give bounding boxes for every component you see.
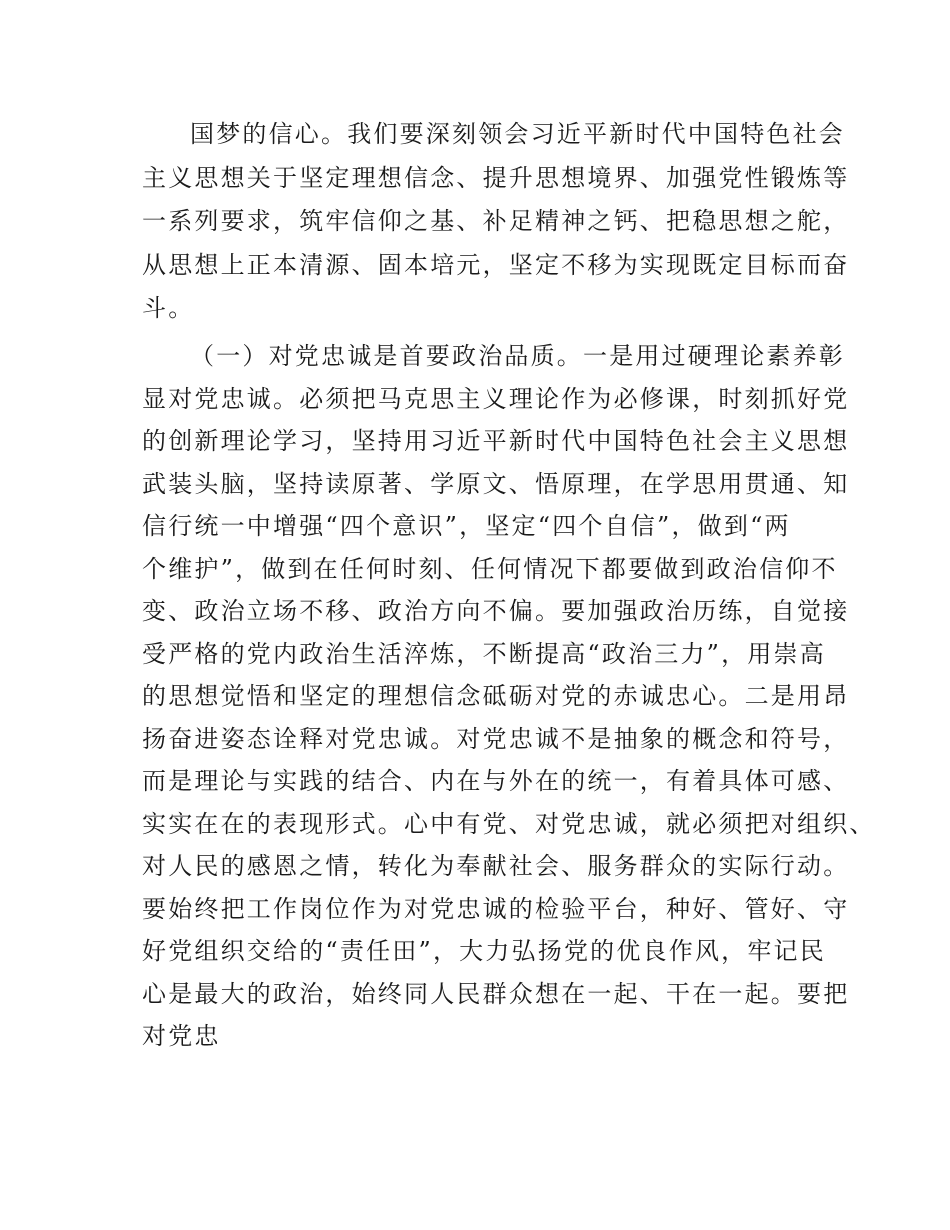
text-line: 扬奋进姿态诠释对党忠诚。对党忠诚不是抽象的概念和符号，: [142, 724, 850, 753]
text-line: 国梦的信心。我们要深刻领会习近平新时代中国特色社会: [190, 120, 845, 148]
text-line: 的创新理论学习，坚持用习近平新时代中国特色社会主义思想: [142, 427, 850, 455]
text-line: 显对党忠诚。必须把马克思主义理论作为必修课，时刻抓好党: [142, 384, 850, 413]
text-line: （一）对党忠诚是首要政治品质。一是用过硬理论素养彰: [190, 342, 845, 370]
text-line: 好党组织交给的“责任田”，大力弘扬党的优良作风，牢记民: [142, 937, 826, 965]
text-line: 一系列要求，筑牢信仰之基、补足精神之钙、把稳思想之舵，: [142, 207, 850, 235]
paragraph-2: [142, 335, 876, 1058]
text-line: 武装头脑，坚持读原著、学原文、悟原理，在学思用贯通、知: [142, 469, 850, 498]
text-line: 从思想上正本清源、固本培元，坚定不移为实现既定目标而奋: [142, 250, 850, 279]
text-line: 要始终把工作岗位作为对党忠诚的检验平台，种好、管好、守: [142, 894, 850, 923]
text-line: 而是理论与实践的结合、内在与外在的统一，有着具体可感、: [142, 767, 850, 795]
text-line: 心是最大的政治，始终同人民群众想在一起、干在一起。要把: [142, 979, 850, 1008]
text-line: 个维护”，做到在任何时刻、任何情况下都要做到政治信仰不: [142, 554, 838, 583]
text-line: 斗。: [142, 294, 195, 322]
text-line: 对人民的感恩之情，转化为奉献社会、服务群众的实际行动。: [142, 852, 850, 880]
text-line: 受严格的党内政治生活淬炼，不断提高“政治三力”，用崇高: [142, 639, 826, 668]
text-line: 主义思想关于坚定理想信念、提升思想境界、加强党性锻炼等: [142, 163, 850, 192]
paragraph-1: [142, 113, 850, 331]
text-line: 变、政治立场不移、政治方向不偏。要加强政治历练，自觉接: [142, 597, 850, 625]
text-line: 信行统一中增强“四个意识”，坚定“四个自信”，做到“两: [142, 512, 791, 540]
text-line: 对党忠: [142, 1022, 221, 1050]
text-line: 的思想觉悟和坚定的理想信念砥砺对党的赤诚忠心。二是用昂: [142, 682, 850, 710]
text-line: 实实在在的表现形式。心中有党、对党忠诚，就必须把对组织、: [142, 809, 876, 838]
